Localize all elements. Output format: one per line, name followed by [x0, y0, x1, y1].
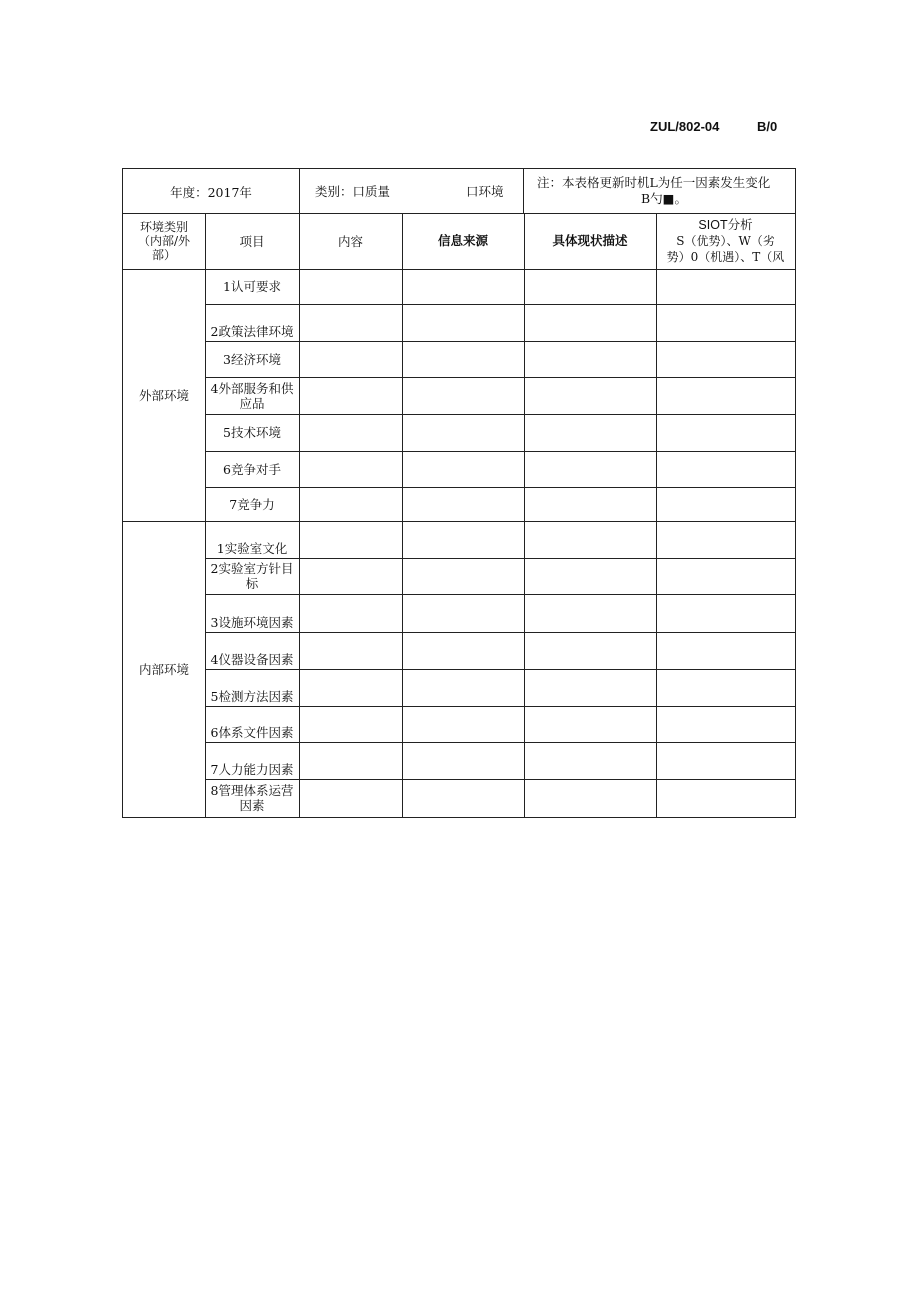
- column-header-env-category: 环境类别（内部/外部）: [137, 220, 191, 262]
- external-item-4: 4外部服务和供应品: [210, 380, 294, 411]
- external-item-3: 3经济环境: [223, 351, 281, 367]
- checkbox-environment[interactable]: 口环境: [466, 183, 504, 199]
- column-header-status-desc: 具体现状描述: [552, 233, 628, 248]
- environment-analysis-table: [122, 168, 796, 818]
- swot-line-2: S（优势）、W（劣: [676, 234, 775, 248]
- column-header-content: 内容: [337, 233, 363, 249]
- update-note: [523, 169, 795, 213]
- note-line-1: 注：本表格更新时机L为任一因素发生变化: [537, 175, 771, 190]
- external-item-1: 1认可要求: [223, 279, 281, 294]
- group-label-internal: 内部环境: [138, 661, 189, 677]
- internal-item-8: 8管理体系运营因素: [210, 783, 294, 813]
- column-header-swot: [656, 213, 795, 269]
- swot-title: SIOT分析: [698, 218, 753, 232]
- year-field: 年度：2017年: [170, 184, 252, 200]
- internal-item-2: 2实验室方针目标: [210, 561, 294, 591]
- internal-item-5: 5检测方法因素: [210, 689, 294, 704]
- internal-item-7: 7人力能力因素: [210, 762, 294, 777]
- internal-item-3: 3设施环境因素: [210, 615, 294, 630]
- internal-item-1: 1实验室文化: [216, 541, 288, 556]
- external-item-7: 7竞争力: [229, 496, 275, 512]
- doc-code: ZUL/802-04: [650, 119, 720, 134]
- column-header-item: 项目: [239, 233, 265, 249]
- checkbox-quality[interactable]: 口质量: [352, 183, 391, 199]
- internal-item-4: 4仪器设备因素: [210, 652, 294, 667]
- group-label-external: 外部环境: [138, 387, 189, 403]
- category-field: [299, 169, 523, 213]
- category-label: 类别：: [315, 183, 353, 199]
- column-header-info-source: 信息来源: [437, 233, 488, 248]
- external-item-6: 6竞争对手: [223, 461, 281, 477]
- external-item-2: 2政策法律环境: [210, 324, 294, 339]
- revision: B/0: [757, 119, 778, 134]
- swot-line-3: 势）0（机遇）、T（风: [666, 250, 785, 264]
- internal-item-6: 6体系文件因素: [210, 725, 294, 740]
- note-line-2: B勺■。: [641, 191, 687, 206]
- external-item-5: 5技术环境: [223, 425, 281, 440]
